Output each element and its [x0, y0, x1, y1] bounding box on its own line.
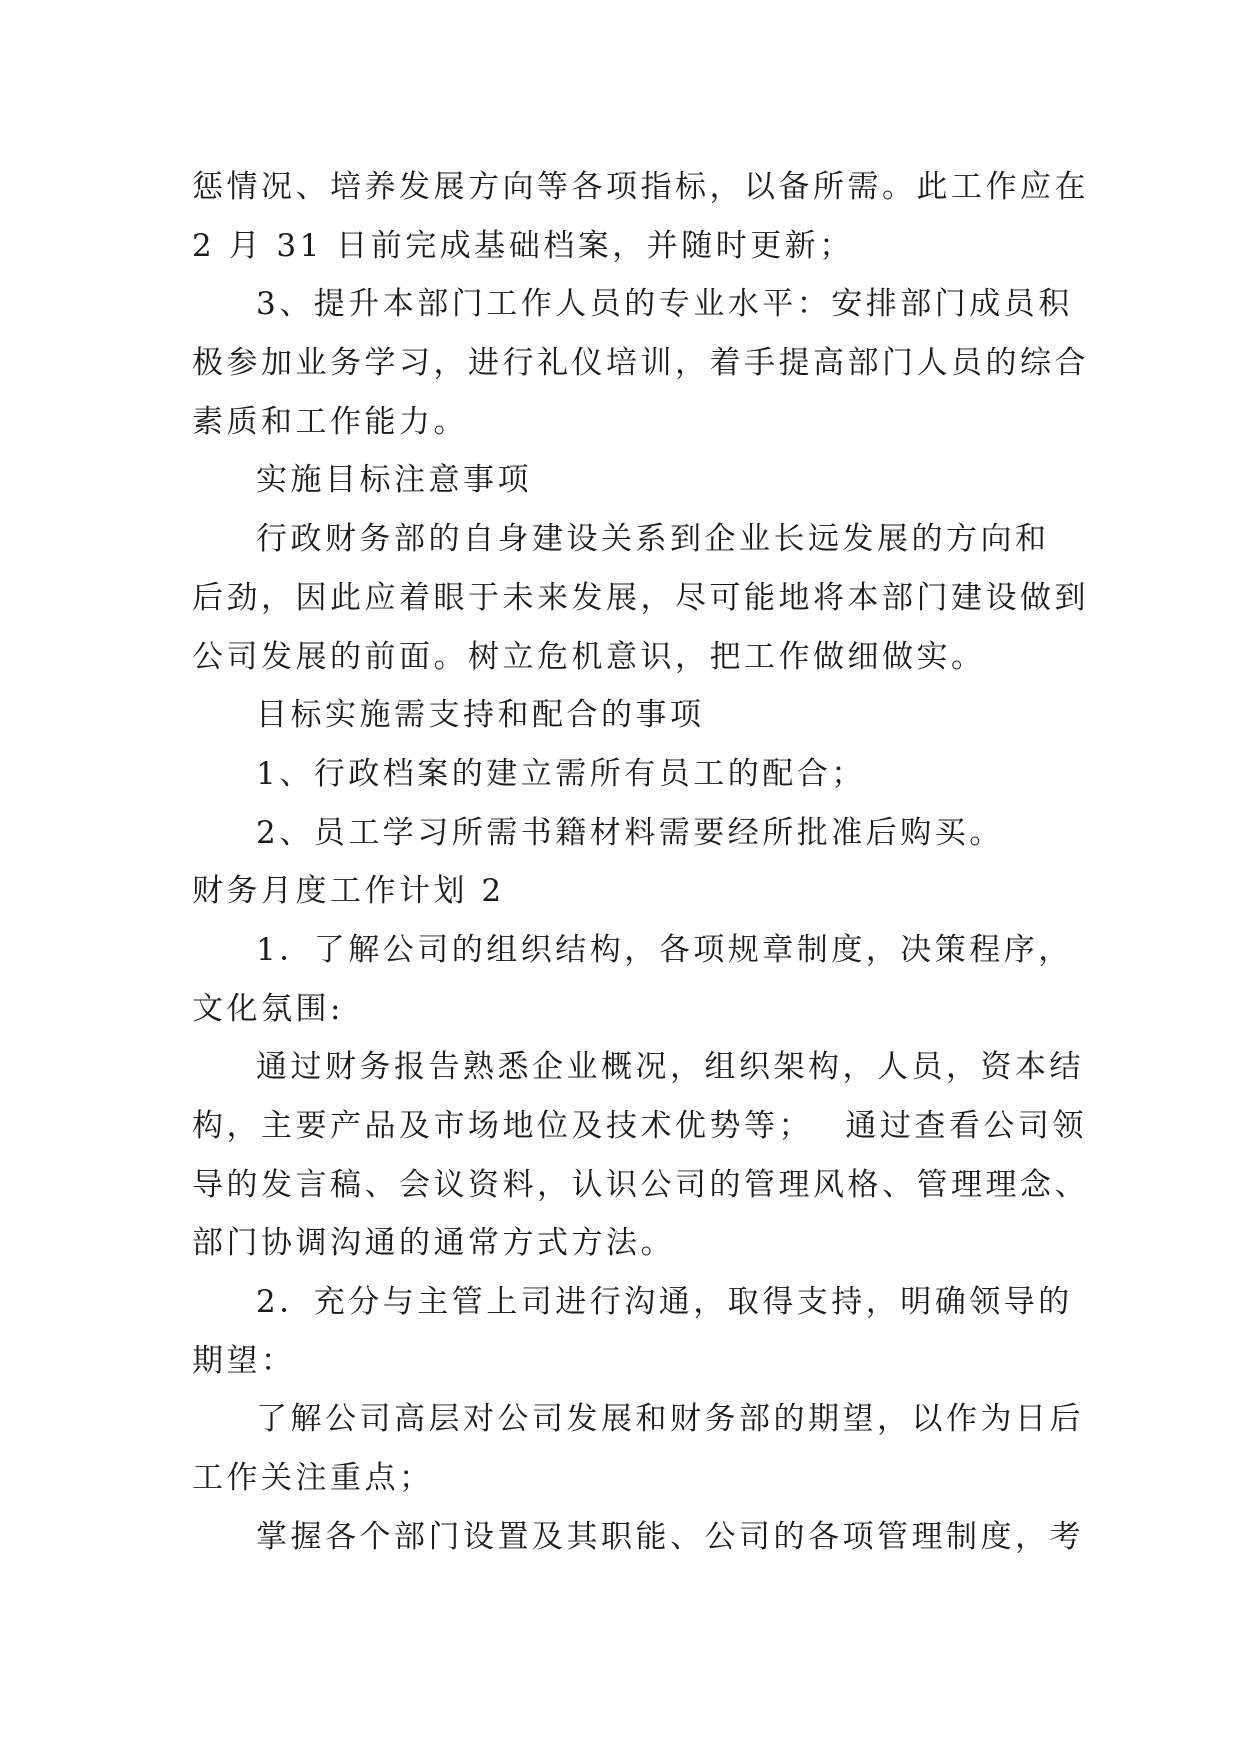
document-body [192, 158, 1092, 1567]
text-line: 构，主要产品及市场地位及技术优势等； 通过查看公司领 [192, 1108, 1087, 1144]
text-line: 2、员工学习所需书籍材料需要经所批准后购买。 [256, 814, 1004, 851]
text-line: 期望： [192, 1342, 296, 1379]
text-line: 素质和工作能力。 [192, 403, 468, 440]
text-line: 公司发展的前面。树立危机意识，把工作做细做实。 [192, 638, 986, 675]
text-line: 后劲，因此应着眼于未来发展，尽可能地将本部门建设做到 [192, 579, 1089, 616]
text-line: 1．了解公司的组织结构，各项规章制度，决策程序， [256, 931, 1073, 968]
text-line: 通过财务报告熟悉企业概况，组织架构，人员，资本结 [256, 1049, 1084, 1086]
text-line: 惩情况、培养发展方向等各项指标，以备所需。此工作应在 [192, 169, 1089, 205]
text-line: 了解公司高层对公司发展和财务部的期望，以作为日后 [256, 1401, 1084, 1438]
text-line: 行政财务部的自身建设关系到企业长远发展的方向和 [256, 521, 1050, 558]
text-line: 导的发言稿、会议资料，认识公司的管理风格、管理理念、 [192, 1166, 1089, 1203]
text-line: 文化氛围: [192, 990, 344, 1027]
text-line: 部门协调沟通的通常方式方法。 [192, 1225, 675, 1262]
text-line: 掌握各个部门设置及其职能、公司的各项管理制度，考 [256, 1518, 1084, 1555]
text-line: 实施目标注意事项 [256, 462, 532, 499]
text-line: 工作关注重点； [192, 1460, 434, 1497]
text-line: 2．充分与主管上司进行沟通，取得支持，明确领导的 [256, 1284, 1073, 1321]
text-line: 财务月度工作计划 2 [192, 873, 505, 910]
text-line: 1、行政档案的建立需所有员工的配合； [256, 755, 866, 792]
text-line: 目标实施需支持和配合的事项 [256, 697, 705, 734]
text-line: 2 月 31 日前完成基础档案，并随时更新； [192, 227, 854, 264]
text-line: 极参加业务学习，进行礼仪培训，着手提高部门人员的综合 [192, 345, 1089, 382]
text-line: 3、提升本部门工作人员的专业水平：安排部门成员积 [256, 286, 1073, 323]
